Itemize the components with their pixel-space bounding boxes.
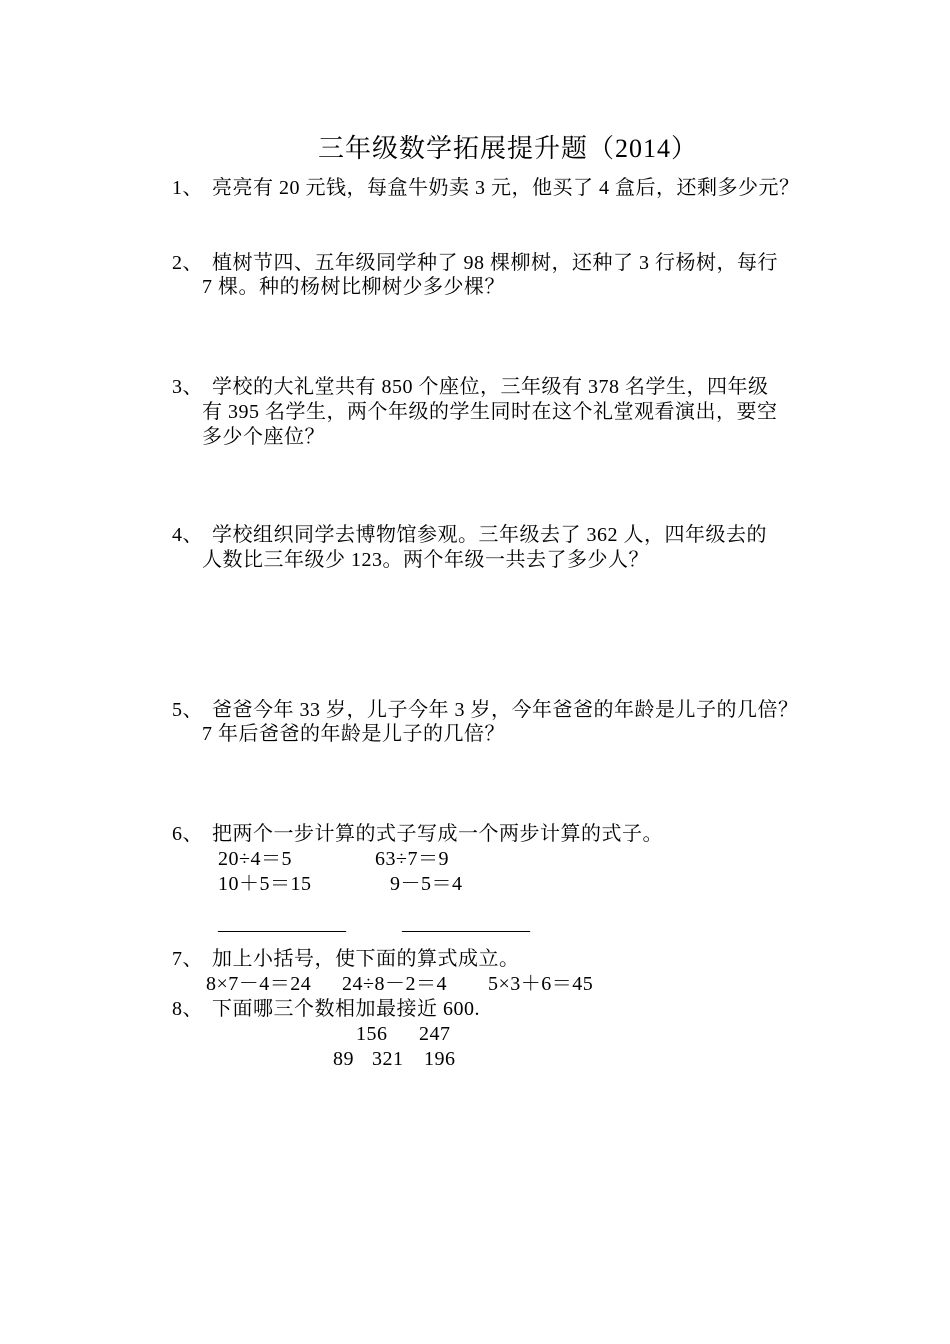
question-1-number: 1、 [172,177,203,199]
question-4-number: 4、 [172,524,203,546]
question-7-equation-2: 24÷8－2＝4 [342,973,447,995]
question-3-text-line-1: 学校的大礼堂共有 850 个座位，三年级有 378 名学生，四年级 [212,376,769,398]
question-8-number-196: 196 [424,1048,456,1070]
question-2-text-line-2: 7 棵。种的杨树比柳树少多少棵？ [202,276,505,298]
question-5-number: 5、 [172,699,203,721]
question-6-answer-blank-right: ——————— [402,919,528,941]
question-1-text: 亮亮有 20 元钱，每盒牛奶卖 3 元，他买了 4 盒后，还剩多少元？ [212,177,800,199]
question-7-equation-3: 5×3＋6＝45 [488,973,594,995]
question-6-text: 把两个一步计算的式子写成一个两步计算的式子。 [212,823,663,845]
question-8-number: 8、 [172,998,203,1020]
question-2-number: 2、 [172,252,203,274]
question-8-number-247: 247 [419,1023,451,1045]
question-3-text-line-2: 有 395 名学生，两个年级的学生同时在这个礼堂观看演出，要空 [202,401,778,423]
question-8-number-89: 89 [333,1048,354,1070]
question-6-answer-blank-left: ——————— [218,919,344,941]
question-4-text-line-1: 学校组织同学去博物馆参观。三年级去了 362 人，四年级去的 [212,524,767,546]
question-6-expression-2-right: 9－5＝4 [390,873,463,895]
question-6-expression-1-left: 20÷4＝5 [218,848,292,870]
question-6-expression-2-left: 10＋5＝15 [218,873,312,895]
question-8-number-156: 156 [356,1023,388,1045]
question-4-text-line-2: 人数比三年级少 123。两个年级一共去了多少人？ [202,549,649,571]
question-7-number: 7、 [172,948,203,970]
question-5-text-line-2: 7 年后爸爸的年龄是儿子的几倍？ [202,723,505,745]
question-5-text-line-1: 爸爸今年 33 岁，儿子今年 3 岁，今年爸爸的年龄是儿子的几倍？ [212,699,799,721]
question-8-number-321: 321 [372,1048,404,1070]
question-6-expression-1-right: 63÷7＝9 [375,848,449,870]
question-2-text-line-1: 植树节四、五年级同学种了 98 棵柳树，还种了 3 行杨树，每行 [212,252,778,274]
question-8-text: 下面哪三个数相加最接近 600. [212,998,480,1020]
question-3-number: 3、 [172,376,203,398]
question-3-text-line-3: 多少个座位？ [202,426,325,448]
question-6-number: 6、 [172,823,203,845]
page-title: 三年级数学拓展提升题（2014） [318,134,699,163]
question-7-equation-1: 8×7－4＝24 [206,973,312,995]
question-7-text: 加上小括号，使下面的算式成立。 [212,948,520,970]
